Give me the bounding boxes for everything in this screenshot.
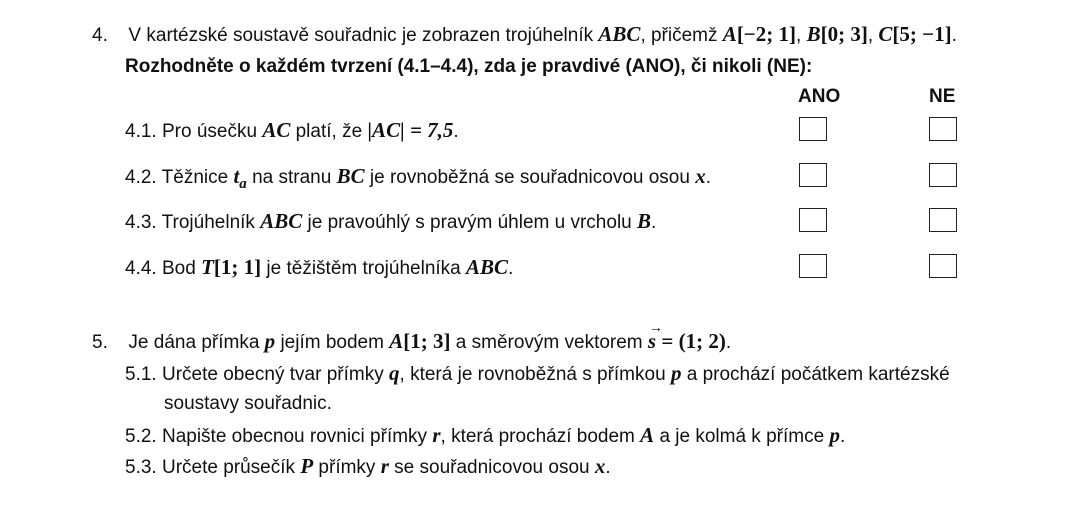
task-text: Určete průsečík <box>161 457 296 478</box>
q4-number: 4. <box>92 25 108 46</box>
axis-x: x <box>695 164 706 188</box>
checkbox-4-1-ano[interactable] <box>799 117 827 141</box>
q5-dot: . <box>725 332 732 353</box>
task-number: 5.2. <box>125 426 157 447</box>
vector-letter: s <box>647 329 657 353</box>
q4-text-2: , přičemž <box>640 25 718 46</box>
task-text: se souřadnicovou osou <box>394 457 590 478</box>
statement-dot: . <box>453 121 459 142</box>
point-a-coords: [1; 3] <box>403 329 451 353</box>
q4-point-c: C <box>878 22 893 46</box>
statement-text: je těžištěm trojúhelníka <box>266 258 461 279</box>
vector-arrow-icon: → <box>648 321 663 336</box>
statement-text: je pravoúhlý s pravým úhlem u vrcholu <box>307 212 632 233</box>
point-a: A <box>389 329 404 353</box>
task-5-1-line-2: soustavy souřadnic. <box>164 393 332 414</box>
statement-dot: . <box>508 258 514 279</box>
task-text: , která je rovnoběžná s přímkou <box>399 364 666 385</box>
point-a: A <box>640 423 655 447</box>
checkbox-4-1-ne[interactable] <box>929 117 957 141</box>
q4-coord-c: [5; −1] <box>892 22 952 46</box>
statement-text: Trojúhelník <box>161 212 255 233</box>
line-r: r <box>380 454 389 478</box>
column-header-ne: NE <box>929 86 956 107</box>
task-text: Určete obecný tvar přímky <box>161 364 384 385</box>
median-subscript: a <box>239 175 247 192</box>
line-q: q <box>389 361 400 385</box>
q5-number: 5. <box>92 332 108 353</box>
q4-header <box>92 23 957 47</box>
statement-number: 4.3. <box>125 212 157 233</box>
statement-4-2 <box>125 165 711 195</box>
segment-ac: AC <box>262 118 291 142</box>
q5-header <box>92 321 732 354</box>
statement-number: 4.2. <box>125 167 157 188</box>
task-5-2 <box>125 424 845 448</box>
checkbox-4-4-ne[interactable] <box>929 254 957 278</box>
statement-text: na stranu <box>252 167 332 188</box>
statement-text: Pro úsečku <box>161 121 258 142</box>
checkbox-4-3-ano[interactable] <box>799 208 827 232</box>
statement-4-4 <box>125 256 513 280</box>
q4-text-1: V kartézské soustavě souřadnic je zobrazen trojúhelník <box>128 25 594 46</box>
task-text: Napište obecnou rovnici přímky <box>161 426 428 447</box>
q4-sep-1: , <box>796 25 802 46</box>
task-text: přímky <box>318 457 376 478</box>
line-p: p <box>670 361 682 385</box>
task-number: 5.3. <box>125 457 157 478</box>
math-length-ac: |AC| = 7,5 <box>367 118 454 142</box>
column-header-ano: ANO <box>798 86 841 107</box>
q5-text-1: Je dána přímka <box>128 332 260 353</box>
task-5-3 <box>125 455 611 479</box>
task-text: a je kolmá k přímce <box>659 426 825 447</box>
q4-point-b: B <box>806 22 821 46</box>
statement-text: platí, že <box>295 121 363 142</box>
q4-triangle-abc: ABC <box>598 22 641 46</box>
q4-coord-b: [0; 3] <box>820 22 868 46</box>
triangle-abc: ABC <box>260 209 303 233</box>
statement-4-1 <box>125 119 459 143</box>
checkbox-4-4-ano[interactable] <box>799 254 827 278</box>
q4-coord-a: [−2; 1] <box>736 22 797 46</box>
point-t: T <box>201 255 214 279</box>
q4-sep-2: , <box>867 25 874 46</box>
task-dot: . <box>605 457 611 478</box>
q4-dot: . <box>951 25 957 46</box>
q4-point-a: A <box>722 22 737 46</box>
triangle-abc: ABC <box>466 255 509 279</box>
line-p: p <box>264 329 276 353</box>
vector-value: = (1; 2) <box>661 329 726 353</box>
statement-dot: . <box>705 167 712 188</box>
statement-number: 4.1. <box>125 121 157 142</box>
statement-dot: . <box>651 212 657 233</box>
direction-vector-s <box>647 321 663 353</box>
line-r: r <box>432 423 441 447</box>
median-t: t <box>233 164 240 188</box>
task-dot: . <box>839 426 846 447</box>
statement-text: Těžnice <box>161 167 229 188</box>
statement-text: Bod <box>161 258 196 279</box>
line-p: p <box>829 423 840 447</box>
point-t-coords: [1; 1] <box>213 255 262 279</box>
intersection-p: P <box>300 454 314 478</box>
task-5-1 <box>125 362 950 386</box>
side-bc: BC <box>336 164 365 188</box>
task-text: a prochází počátkem kartézské <box>686 364 950 385</box>
checkbox-4-2-ano[interactable] <box>799 163 827 187</box>
task-number: 5.1. <box>125 364 157 385</box>
statement-text: je rovnoběžná se souřadnicovou osou <box>369 167 690 188</box>
statement-number: 4.4. <box>125 258 157 279</box>
checkbox-4-3-ne[interactable] <box>929 208 957 232</box>
checkbox-4-2-ne[interactable] <box>929 163 957 187</box>
axis-x: x <box>594 454 606 478</box>
vertex-b: B <box>637 209 652 233</box>
q4-instruction: Rozhodněte o každém tvrzení (4.1–4.4), zda je pravdivé (ANO), či nikoli (NE): <box>125 56 813 77</box>
task-text: , která prochází bodem <box>440 426 635 447</box>
statement-4-3 <box>125 210 656 234</box>
q5-text-2: jejím bodem <box>280 332 384 353</box>
q5-text-3: a směrovým vektorem <box>455 332 643 353</box>
